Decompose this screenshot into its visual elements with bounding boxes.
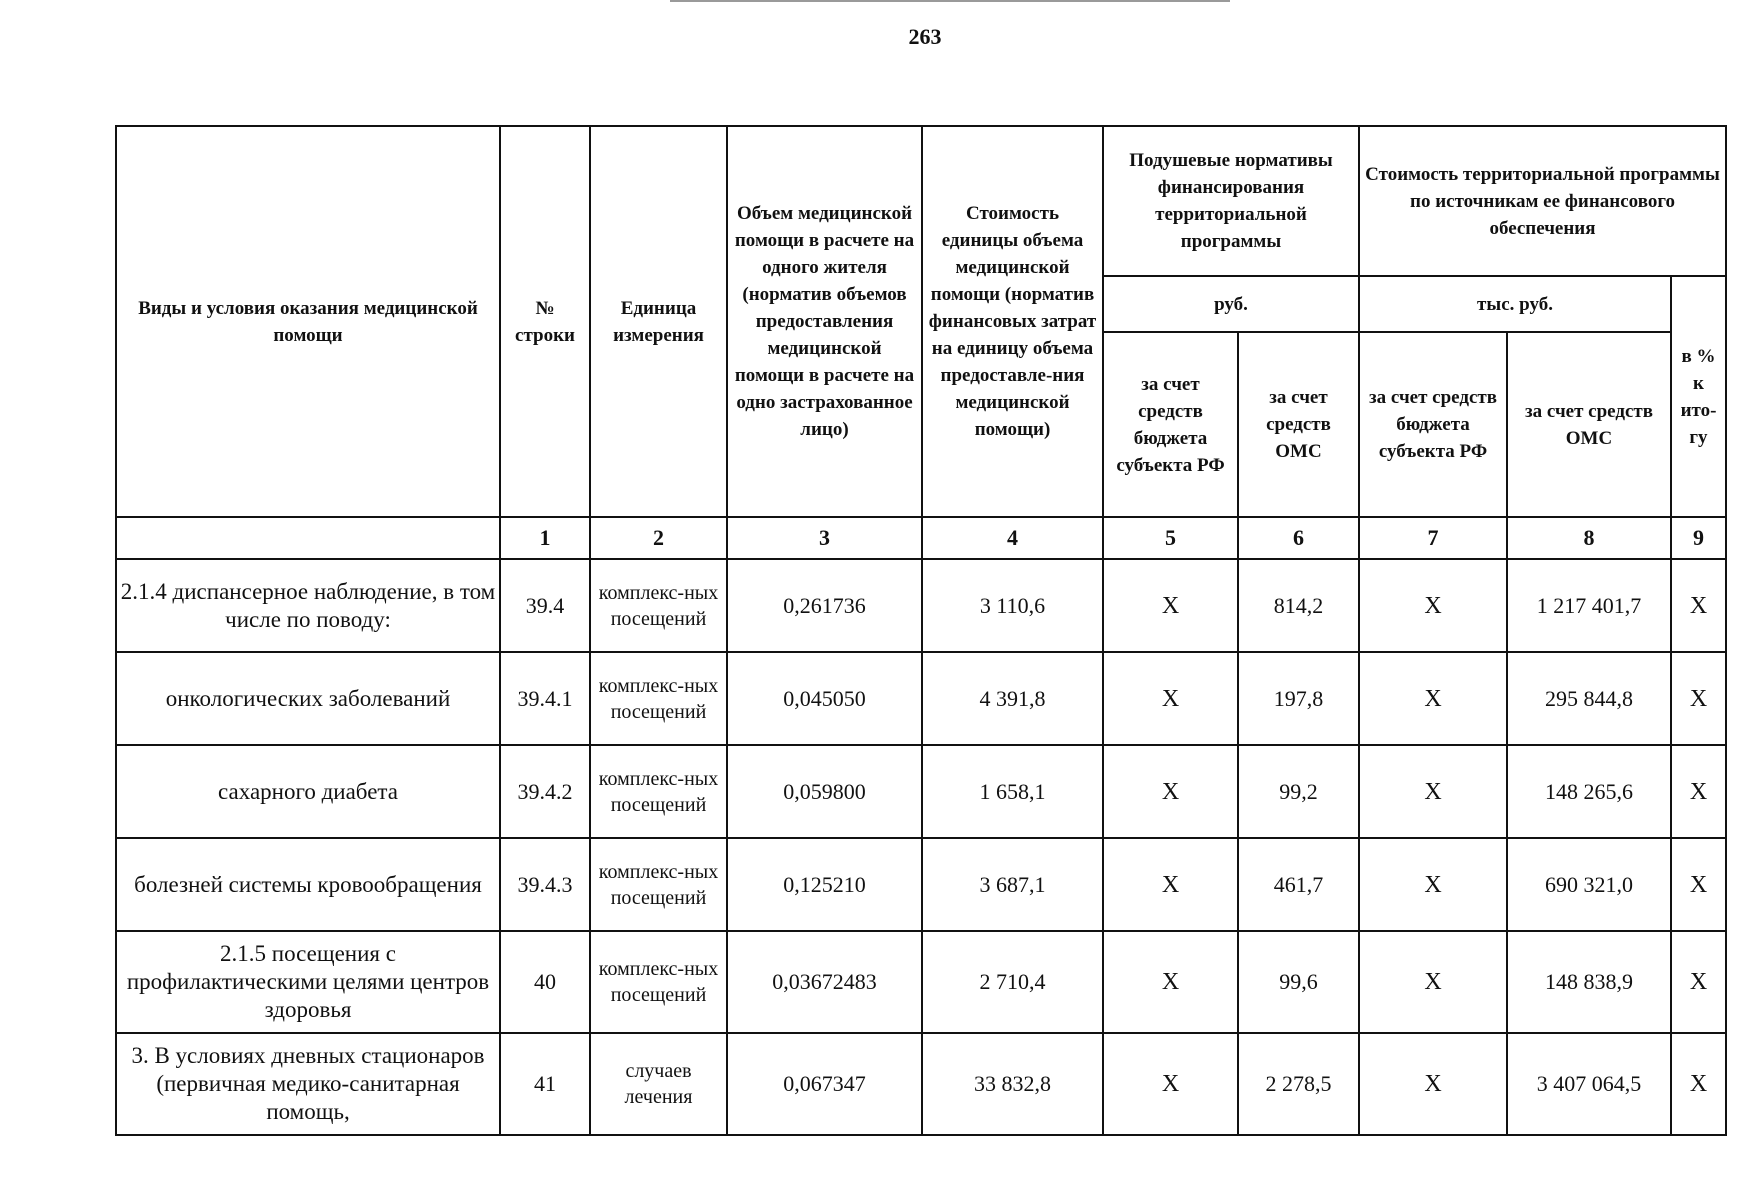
row-oms-thousand: 690 321,0: [1507, 838, 1671, 931]
header-row-number: № строки: [500, 126, 590, 517]
row-unit: комплекс-ных посещений: [590, 838, 727, 931]
table-row: [116, 559, 1726, 652]
header-row-1: [116, 126, 1726, 276]
table-row: [116, 652, 1726, 745]
row-kind: 3. В условиях дневных стационаров (первичная медико-санитарная помощь,: [116, 1033, 500, 1135]
row-kind: 2.1.4 диспансерное наблюдение, в том числе по поводу:: [116, 559, 500, 652]
row-budget-thousand: Х: [1359, 931, 1507, 1033]
column-number: 6: [1238, 517, 1359, 559]
row-volume: 0,03672483: [727, 931, 922, 1033]
header-percent: в % к ито-гу: [1671, 276, 1726, 517]
row-budget-rub: Х: [1103, 745, 1238, 838]
header-group-program-cost: Стоимость территориальной программы по источникам ее финансового обеспечения: [1359, 126, 1726, 276]
row-cost: 4 391,8: [922, 652, 1103, 745]
row-volume: 0,261736: [727, 559, 922, 652]
row-budget-thousand: Х: [1359, 652, 1507, 745]
row-number: 39.4.1: [500, 652, 590, 745]
row-unit: комплекс-ных посещений: [590, 931, 727, 1033]
header-unit-thousand-rub: тыс. руб.: [1359, 276, 1671, 332]
row-oms-thousand: 148 838,9: [1507, 931, 1671, 1033]
row-number: 41: [500, 1033, 590, 1135]
row-oms-thousand: 148 265,6: [1507, 745, 1671, 838]
row-number: 39.4.2: [500, 745, 590, 838]
row-kind: болезней системы кровообращения: [116, 838, 500, 931]
row-kind: онкологических заболеваний: [116, 652, 500, 745]
column-number-blank: [116, 517, 500, 559]
row-budget-rub: Х: [1103, 559, 1238, 652]
header-group-per-capita: Подушевые нормативы финансирования территориальной программы: [1103, 126, 1359, 276]
table-row: [116, 838, 1726, 931]
row-percent: Х: [1671, 652, 1726, 745]
row-volume: 0,059800: [727, 745, 922, 838]
header-oms-rub: за счет средств ОМС: [1238, 332, 1359, 517]
page-number: 263: [908, 24, 942, 49]
column-number: 5: [1103, 517, 1238, 559]
column-numbers-row: [116, 517, 1726, 559]
row-kind: сахарного диабета: [116, 745, 500, 838]
header-oms-thousand: за счет средств ОМС: [1507, 332, 1671, 517]
header-kind: Виды и условия оказания медицинской помощи: [116, 126, 500, 517]
row-unit: комплекс-ных посещений: [590, 652, 727, 745]
row-percent: Х: [1671, 745, 1726, 838]
column-number: 2: [590, 517, 727, 559]
row-unit: комплекс-ных посещений: [590, 745, 727, 838]
row-oms-rub: 99,6: [1238, 931, 1359, 1033]
row-budget-thousand: Х: [1359, 559, 1507, 652]
row-oms-rub: 461,7: [1238, 838, 1359, 931]
row-budget-thousand: Х: [1359, 838, 1507, 931]
top-rule: [670, 0, 1230, 2]
row-kind: 2.1.5 посещения с профилактическими целями центров здоровья: [116, 931, 500, 1033]
row-oms-thousand: 3 407 064,5: [1507, 1033, 1671, 1135]
row-oms-rub: 99,2: [1238, 745, 1359, 838]
row-volume: 0,045050: [727, 652, 922, 745]
row-budget-thousand: Х: [1359, 1033, 1507, 1135]
row-unit: комплекс-ных посещений: [590, 559, 727, 652]
table-row: [116, 1033, 1726, 1135]
row-cost: 2 710,4: [922, 931, 1103, 1033]
column-number: 9: [1671, 517, 1726, 559]
table-row: [116, 931, 1726, 1033]
row-percent: Х: [1671, 559, 1726, 652]
row-oms-rub: 814,2: [1238, 559, 1359, 652]
row-budget-thousand: Х: [1359, 745, 1507, 838]
row-number: 39.4: [500, 559, 590, 652]
header-budget-rub: за счет средств бюджета субъекта РФ: [1103, 332, 1238, 517]
row-number: 39.4.3: [500, 838, 590, 931]
header-unit-rub: руб.: [1103, 276, 1359, 332]
row-budget-rub: Х: [1103, 652, 1238, 745]
row-volume: 0,125210: [727, 838, 922, 931]
row-budget-rub: Х: [1103, 838, 1238, 931]
row-percent: Х: [1671, 931, 1726, 1033]
financing-table: [115, 125, 1727, 1136]
row-oms-rub: 2 278,5: [1238, 1033, 1359, 1135]
row-oms-thousand: 1 217 401,7: [1507, 559, 1671, 652]
row-number: 40: [500, 931, 590, 1033]
row-budget-rub: Х: [1103, 1033, 1238, 1135]
row-oms-rub: 197,8: [1238, 652, 1359, 745]
row-oms-thousand: 295 844,8: [1507, 652, 1671, 745]
row-volume: 0,067347: [727, 1033, 922, 1135]
row-cost: 1 658,1: [922, 745, 1103, 838]
row-budget-rub: Х: [1103, 931, 1238, 1033]
column-number: 7: [1359, 517, 1507, 559]
table-row: [116, 745, 1726, 838]
header-budget-thousand: за счет средств бюджета субъекта РФ: [1359, 332, 1507, 517]
row-cost: 3 110,6: [922, 559, 1103, 652]
row-percent: Х: [1671, 838, 1726, 931]
header-cost: Стоимость единицы объема медицинской помощи (норматив финансовых затрат на единицу объема предоставле-ния медицинской помощи): [922, 126, 1103, 517]
row-percent: Х: [1671, 1033, 1726, 1135]
column-number: 8: [1507, 517, 1671, 559]
row-unit: случаев лечения: [590, 1033, 727, 1135]
column-number: 3: [727, 517, 922, 559]
header-volume: Объем медицинской помощи в расчете на одного жителя (норматив объемов предоставления медицинской помощи в расчете на одно застрахованное лицо): [727, 126, 922, 517]
column-number: 1: [500, 517, 590, 559]
row-cost: 33 832,8: [922, 1033, 1103, 1135]
row-cost: 3 687,1: [922, 838, 1103, 931]
column-number: 4: [922, 517, 1103, 559]
header-unit: Единица измерения: [590, 126, 727, 517]
